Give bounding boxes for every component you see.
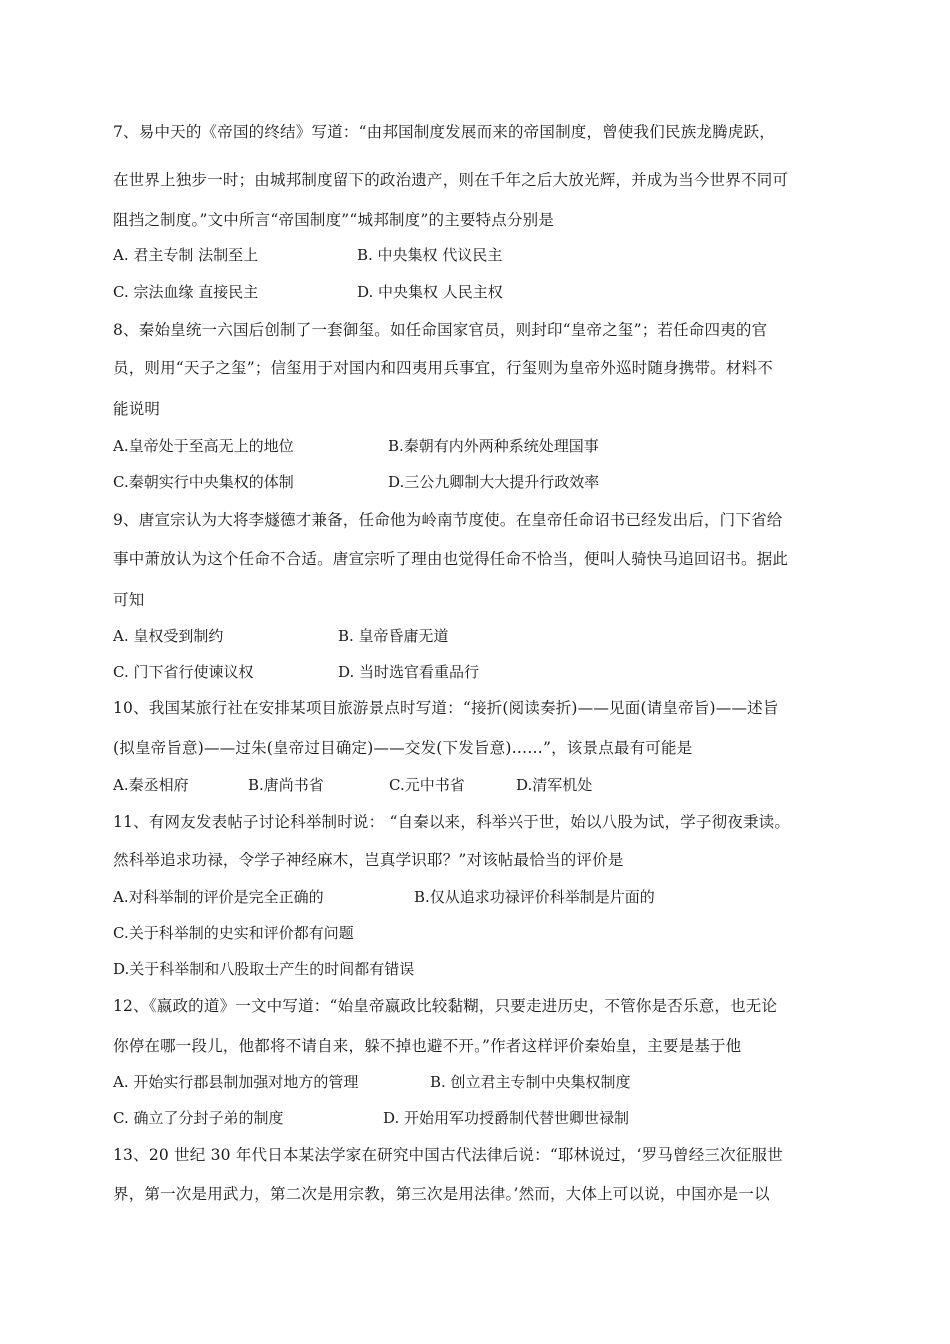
q8-option-a[interactable]: A.皇帝处于至高无上的地位 [113, 437, 294, 455]
q9-line-3: 可知 [113, 591, 145, 609]
q10-line-1: 10、我国某旅行社在安排某项目旅游景点时写道：“接折(阅读奏折)——见面(请皇帝旨)——述旨 [113, 699, 779, 717]
q9-option-b[interactable]: B. 皇帝昏庸无道 [338, 627, 449, 645]
q11-line-1: 11、有网友发表帖子讨论科举制时说： “自秦以来，科举兴于世，始以八股为试，学子彻夜秉读。 [113, 813, 791, 831]
q10-option-a[interactable]: A.秦丞相府 [113, 776, 189, 794]
q12-option-d[interactable]: D. 开始用军功授爵制代替世卿世禄制 [383, 1109, 630, 1127]
q9-line-2: 事中萧放认为这个任命不合适。唐宣宗听了理由也觉得任命不恰当，便叫人骑快马追回诏书。据此 [113, 550, 789, 568]
q12-line-1: 12、《嬴政的道》一文中写道：“始皇帝嬴政比较黏糊，只要走进历史，不管你是否乐意，也无论 [113, 997, 778, 1015]
q12-line-2: 你停在哪一段儿，他都将不请自来，躲不掉也避不开。”作者这样评价秦始皇，主要是基于他 [113, 1037, 742, 1055]
q8-option-b[interactable]: B.秦朝有内外两种系统处理国事 [388, 437, 599, 455]
q10-line-2: (拟皇帝旨意)——过朱(皇帝过目确定)——交发(下发旨意)……”，该景点最有可能是 [113, 739, 693, 757]
q7-option-a[interactable]: A. 君主专制 法制至上 [113, 246, 259, 264]
q13-line-2: 界，第一次是用武力，第二次是用宗教，第三次是用法律。’然而，大体上可以说，中国亦是一以 [113, 1185, 770, 1203]
q7-line-1: 7、易中天的《帝国的终结》写道：“由邦国制度发展而来的帝国制度，曾使我们民族龙腾虎跃， [113, 123, 775, 141]
q9-option-d[interactable]: D. 当时选官看重品行 [338, 663, 480, 681]
q11-option-a[interactable]: A.对科举制的评价是完全正确的 [113, 888, 324, 906]
q12-option-b[interactable]: B. 创立君主专制中央集权制度 [430, 1073, 631, 1091]
q13-line-1: 13、20 世纪 30 年代日本某法学家在研究中国古代法律后说：“耶林说过，‘罗马曾经三次征服世 [113, 1146, 783, 1164]
q8-option-d[interactable]: D.三公九卿制大大提升行政效率 [388, 473, 600, 491]
q8-line-2: 员，则用“天子之玺”；信玺用于对国内和四夷用兵事宜，行玺则为皇帝外巡时随身携带。材料不 [113, 359, 773, 377]
q9-line-1: 9、唐宣宗认为大将李燧德才兼备，任命他为岭南节度使。在皇帝任命诏书已经发出后，门下省给 [113, 511, 783, 529]
q8-option-c[interactable]: C.秦朝实行中央集权的体制 [113, 473, 294, 491]
q8-line-3: 能说明 [113, 400, 161, 418]
q9-option-a[interactable]: A. 皇权受到制约 [113, 627, 224, 645]
q7-option-c[interactable]: C. 宗法血缘 直接民主 [113, 283, 259, 301]
q7-option-d[interactable]: D. 中央集权 人民主权 [357, 283, 503, 301]
q12-option-c[interactable]: C. 确立了分封子弟的制度 [113, 1109, 284, 1127]
q10-option-b[interactable]: B.唐尚书省 [248, 776, 324, 794]
q11-option-b[interactable]: B.仅从追求功禄评价科举制是片面的 [414, 888, 655, 906]
q8-line-1: 8、秦始皇统一六国后创制了一套御玺。如任命国家官员，则封印“皇帝之玺”；若任命四夷的官 [113, 321, 768, 339]
q7-line-2: 在世界上独步一时；由城邦制度留下的政治遗产，则在千年之后大放光辉，并成为当今世界不同可 [113, 171, 789, 189]
q11-option-d[interactable]: D.关于科举制和八股取士产生的时间都有错误 [113, 960, 415, 978]
q11-line-2: 然科举追求功禄，令学子神经麻木，岂真学识耶？”对该帖最恰当的评价是 [113, 851, 624, 869]
q9-option-c[interactable]: C. 门下省行使谏议权 [113, 663, 254, 681]
q10-option-d[interactable]: D.清军机处 [516, 776, 593, 794]
q11-option-c[interactable]: C.关于科举制的史实和评价都有问题 [113, 924, 354, 942]
q10-option-c[interactable]: C.元中书省 [389, 776, 465, 794]
q7-line-3: 阻挡之制度。”文中所言“帝国制度”“城邦制度”的主要特点分别是 [113, 211, 555, 229]
q7-option-b[interactable]: B. 中央集权 代议民主 [357, 246, 503, 264]
q12-option-a[interactable]: A. 开始实行郡县制加强对地方的管理 [113, 1073, 359, 1091]
